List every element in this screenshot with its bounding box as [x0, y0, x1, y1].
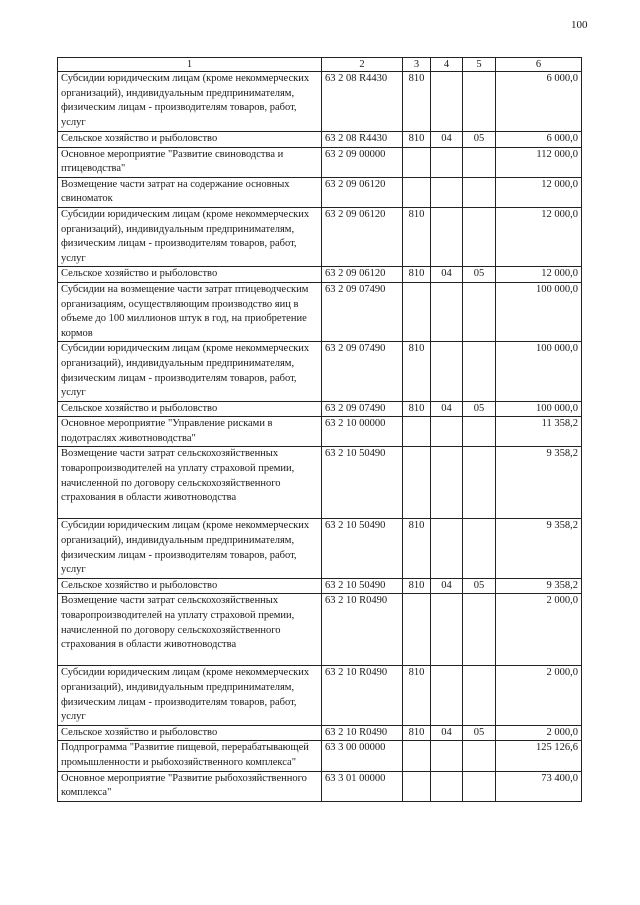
row-sum: 6 000,0	[496, 72, 582, 132]
row-name: Субсидии юридическим лицам (кроме некоммерческих организаций), индивидуальным предпринимателям, физическим лицам - производителям товаров, работ, услуг	[58, 666, 322, 725]
row-expense-type: 810	[403, 725, 431, 741]
row-name: Субсидии юридическим лицам (кроме некоммерческих организаций), индивидуальным предпринимателям, физическим лицам - производителям товаров, работ, услуг	[58, 519, 322, 578]
row-code: 63 2 10 00000	[322, 417, 403, 447]
row-section	[431, 417, 463, 447]
table-row	[58, 417, 582, 447]
row-name: Основное мероприятие "Управление рисками в подотраслях животноводства"	[58, 417, 322, 447]
row-section	[431, 666, 463, 725]
table-row	[58, 282, 582, 341]
row-name: Основное мероприятие "Развитие рыбохозяйственного комплекса"	[58, 771, 322, 801]
table-row	[58, 594, 582, 666]
row-expense-type: 810	[403, 342, 431, 401]
row-subsection	[463, 207, 496, 266]
row-name: Субсидии юридическим лицам (кроме некоммерческих организаций), индивидуальным предпринимателям, физическим лицам - производителям товаров, работ, услуг	[58, 72, 322, 132]
table-row	[58, 72, 582, 132]
row-subsection	[463, 177, 496, 207]
row-section	[431, 519, 463, 578]
row-subsection	[463, 417, 496, 447]
row-name: Подпрограмма "Развитие пищевой, перерабатывающей промышленности и рыбохозяйственного комплекса"	[58, 741, 322, 771]
row-code: 63 2 09 07490	[322, 282, 403, 341]
row-name: Сельское хозяйство и рыболовство	[58, 267, 322, 283]
row-code: 63 2 10 50490	[322, 578, 403, 594]
row-expense-type: 810	[403, 578, 431, 594]
row-name: Субсидии юридическим лицам (кроме некоммерческих организаций), индивидуальным предпринимателям, физическим лицам - производителям товаров, работ, услуг	[58, 342, 322, 401]
row-section	[431, 72, 463, 132]
row-section	[431, 177, 463, 207]
table-row	[58, 578, 582, 594]
row-sum: 100 000,0	[496, 282, 582, 341]
row-section	[431, 282, 463, 341]
row-code: 63 3 01 00000	[322, 771, 403, 801]
column-number: 3	[403, 58, 431, 72]
table-row	[58, 147, 582, 177]
row-expense-type	[403, 447, 431, 519]
table-row	[58, 666, 582, 725]
row-code: 63 2 09 06120	[322, 207, 403, 266]
row-expense-type	[403, 417, 431, 447]
row-sum: 12 000,0	[496, 177, 582, 207]
row-subsection	[463, 741, 496, 771]
column-number: 5	[463, 58, 496, 72]
row-section: 04	[431, 267, 463, 283]
row-sum: 73 400,0	[496, 771, 582, 801]
row-expense-type: 810	[403, 72, 431, 132]
row-name: Сельское хозяйство и рыболовство	[58, 132, 322, 148]
row-subsection: 05	[463, 578, 496, 594]
table-row	[58, 447, 582, 519]
row-sum: 100 000,0	[496, 401, 582, 417]
row-section: 04	[431, 578, 463, 594]
row-subsection	[463, 519, 496, 578]
row-name: Возмещение части затрат сельскохозяйственных товаропроизводителей на уплату страховой премии, начисленной по договору сельскохозяйственного страхования в области животноводства	[58, 447, 322, 519]
row-code: 63 2 09 06120	[322, 177, 403, 207]
row-expense-type	[403, 771, 431, 801]
row-code: 63 2 10 R0490	[322, 594, 403, 666]
column-number: 6	[496, 58, 582, 72]
row-subsection	[463, 594, 496, 666]
row-expense-type	[403, 741, 431, 771]
column-number: 4	[431, 58, 463, 72]
row-name: Сельское хозяйство и рыболовство	[58, 401, 322, 417]
row-expense-type	[403, 282, 431, 341]
column-number-row	[58, 58, 582, 72]
row-sum: 2 000,0	[496, 594, 582, 666]
table-row	[58, 207, 582, 266]
row-name: Возмещение части затрат на содержание основных свиноматок	[58, 177, 322, 207]
row-section	[431, 207, 463, 266]
row-expense-type: 810	[403, 666, 431, 725]
row-section: 04	[431, 132, 463, 148]
row-sum: 2 000,0	[496, 725, 582, 741]
row-sum: 11 358,2	[496, 417, 582, 447]
page-number: 100	[571, 19, 588, 31]
row-expense-type	[403, 177, 431, 207]
row-name: Возмещение части затрат сельскохозяйственных товаропроизводителей на уплату страховой премии, начисленной по договору сельскохозяйственного страхования в области животноводства	[58, 594, 322, 666]
row-subsection	[463, 666, 496, 725]
row-subsection	[463, 342, 496, 401]
row-sum: 2 000,0	[496, 666, 582, 725]
row-section	[431, 447, 463, 519]
row-sum: 112 000,0	[496, 147, 582, 177]
budget-table	[57, 57, 582, 802]
row-subsection	[463, 282, 496, 341]
row-subsection	[463, 771, 496, 801]
row-name: Субсидии юридическим лицам (кроме некоммерческих организаций), индивидуальным предпринимателям, физическим лицам - производителям товаров, работ, услуг	[58, 207, 322, 266]
table-row	[58, 342, 582, 401]
row-subsection	[463, 447, 496, 519]
row-code: 63 2 09 06120	[322, 267, 403, 283]
row-section	[431, 771, 463, 801]
row-code: 63 2 09 00000	[322, 147, 403, 177]
row-name: Субсидии на возмещение части затрат птицеводческим организациям, осуществляющим производство яиц в объеме до 100 миллионов штук в год, на приобретение кормов	[58, 282, 322, 341]
row-expense-type: 810	[403, 401, 431, 417]
table-row	[58, 741, 582, 771]
row-sum: 100 000,0	[496, 342, 582, 401]
row-expense-type	[403, 594, 431, 666]
row-sum: 12 000,0	[496, 207, 582, 266]
row-code: 63 2 10 R0490	[322, 725, 403, 741]
row-sum: 9 358,2	[496, 519, 582, 578]
row-sum: 9 358,2	[496, 578, 582, 594]
row-sum: 125 126,6	[496, 741, 582, 771]
column-number: 1	[58, 58, 322, 72]
row-sum: 12 000,0	[496, 267, 582, 283]
row-subsection: 05	[463, 132, 496, 148]
row-code: 63 2 08 R4430	[322, 132, 403, 148]
table-row	[58, 401, 582, 417]
table-row	[58, 725, 582, 741]
table-row	[58, 177, 582, 207]
table-row	[58, 132, 582, 148]
row-code: 63 2 10 50490	[322, 447, 403, 519]
row-code: 63 3 00 00000	[322, 741, 403, 771]
row-code: 63 2 10 R0490	[322, 666, 403, 725]
row-expense-type: 810	[403, 267, 431, 283]
row-sum: 9 358,2	[496, 447, 582, 519]
row-subsection: 05	[463, 267, 496, 283]
row-name: Основное мероприятие "Развитие свиноводства и птицеводства"	[58, 147, 322, 177]
row-section	[431, 342, 463, 401]
row-subsection	[463, 147, 496, 177]
row-expense-type: 810	[403, 207, 431, 266]
row-subsection: 05	[463, 401, 496, 417]
row-expense-type: 810	[403, 132, 431, 148]
row-section: 04	[431, 725, 463, 741]
row-section	[431, 741, 463, 771]
row-subsection: 05	[463, 725, 496, 741]
row-section: 04	[431, 401, 463, 417]
row-expense-type	[403, 147, 431, 177]
row-section	[431, 594, 463, 666]
row-expense-type: 810	[403, 519, 431, 578]
table-row	[58, 771, 582, 801]
row-sum: 6 000,0	[496, 132, 582, 148]
row-code: 63 2 09 07490	[322, 401, 403, 417]
row-code: 63 2 09 07490	[322, 342, 403, 401]
row-subsection	[463, 72, 496, 132]
row-name: Сельское хозяйство и рыболовство	[58, 725, 322, 741]
table-row	[58, 519, 582, 578]
row-name: Сельское хозяйство и рыболовство	[58, 578, 322, 594]
column-number: 2	[322, 58, 403, 72]
row-code: 63 2 08 R4430	[322, 72, 403, 132]
table-row	[58, 267, 582, 283]
row-section	[431, 147, 463, 177]
row-code: 63 2 10 50490	[322, 519, 403, 578]
